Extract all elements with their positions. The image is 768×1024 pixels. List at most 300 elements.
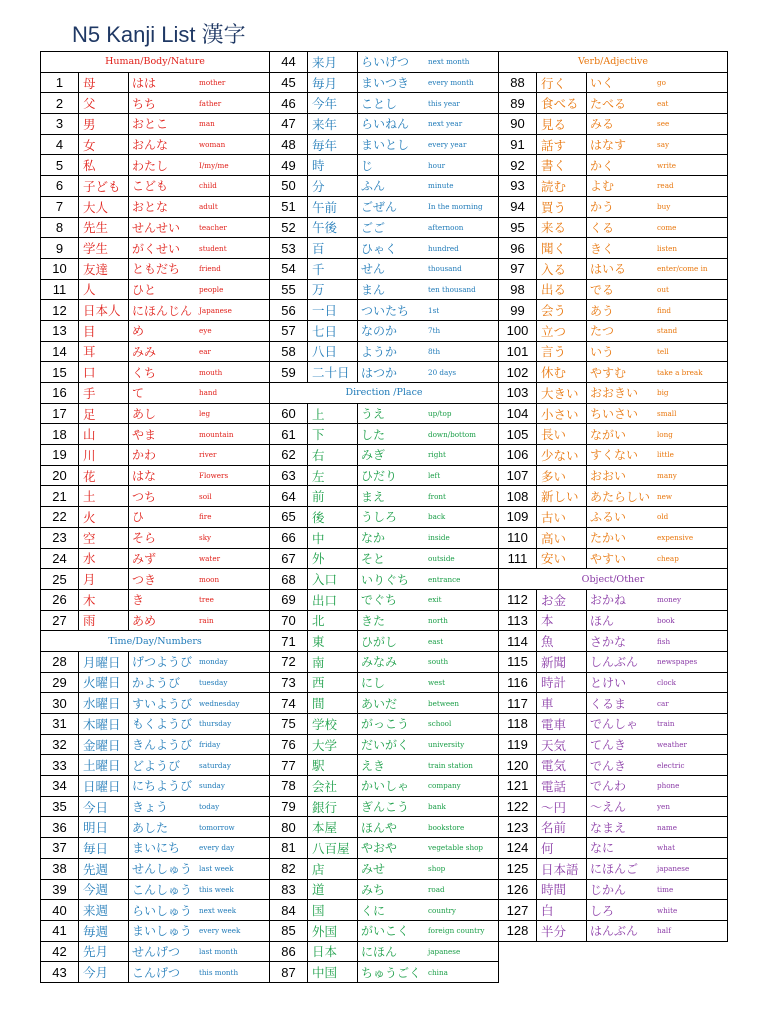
kanji-cell: 新しい (537, 486, 587, 506)
kanji-cell: 大学 (308, 735, 358, 755)
kanji-row (270, 424, 498, 445)
reading-cell: おかね (590, 593, 627, 608)
reading-cell: かいしゃ (361, 779, 410, 794)
entry-number: 89 (499, 93, 537, 113)
meaning-cell: time (657, 884, 674, 894)
reading-cell: おんな (132, 138, 169, 153)
kanji-cell: 友達 (79, 259, 129, 279)
meaning-cell: next week (199, 905, 237, 915)
meaning-cell: outside (428, 553, 455, 563)
kanji-cell: 大人 (79, 197, 129, 217)
kanji-row (270, 569, 498, 590)
kanji-row (499, 714, 727, 735)
kanji-row (41, 590, 269, 611)
kanji-row (270, 631, 498, 652)
entry-number: 11 (41, 280, 79, 300)
reading-cell: あした (132, 820, 169, 835)
entry-number: 76 (270, 735, 308, 755)
category-header (270, 383, 498, 404)
meaning-cell: up/top (428, 409, 452, 419)
kanji-cell: 木 (79, 590, 129, 610)
meaning-cell: weather (657, 740, 687, 750)
entry-number: 14 (41, 342, 79, 362)
entry-number: 55 (270, 280, 308, 300)
kanji-row (270, 817, 498, 838)
kanji-row (499, 797, 727, 818)
kanji-row (499, 838, 727, 859)
kanji-row (41, 114, 269, 135)
entry-number: 3 (41, 114, 79, 134)
kanji-cell: 買う (537, 197, 587, 217)
reading-cell: かう (590, 200, 615, 215)
entry-number: 56 (270, 300, 308, 320)
reading-cell: さかな (590, 634, 627, 649)
entry-number: 127 (499, 900, 537, 920)
kanji-cell: 食べる (537, 93, 587, 113)
reading-cell: らいねん (361, 117, 410, 132)
kanji-cell: 多い (537, 466, 587, 486)
kanji-row (41, 549, 269, 570)
entry-number: 74 (270, 693, 308, 713)
kanji-row (41, 838, 269, 859)
kanji-cell: 銀行 (308, 797, 358, 817)
kanji-row (41, 735, 269, 756)
entry-number: 24 (41, 549, 79, 569)
kanji-cell: 見る (537, 114, 587, 134)
reading-cell: ながい (590, 427, 627, 442)
meaning-cell: every year (428, 140, 467, 150)
kanji-cell: 日本語 (537, 859, 587, 879)
kanji-row (499, 135, 727, 156)
reading-cell: まいしゅう (132, 924, 193, 939)
kanji-row (41, 466, 269, 487)
kanji-row (41, 693, 269, 714)
entry-number: 118 (499, 714, 537, 734)
kanji-row (41, 569, 269, 590)
entry-number: 123 (499, 817, 537, 837)
entry-number: 125 (499, 859, 537, 879)
kanji-cell: 手 (79, 383, 129, 403)
meaning-cell: see (657, 119, 670, 129)
reading-cell: あし (132, 407, 157, 422)
reading-cell: うえ (361, 407, 386, 422)
kanji-row (270, 673, 498, 694)
kanji-cell: 本 (537, 611, 587, 631)
kanji-cell: 毎日 (79, 838, 129, 858)
reading-cell: でぐち (361, 593, 398, 608)
meaning-cell: soil (199, 491, 212, 501)
meaning-cell: sky (199, 533, 212, 543)
kanji-row (499, 176, 727, 197)
reading-cell: もくようび (132, 717, 193, 732)
kanji-cell: 子ども (79, 176, 129, 196)
kanji-cell: 二十日 (308, 362, 358, 382)
meaning-cell: woman (199, 140, 226, 150)
reading-cell: ちいさい (590, 407, 639, 422)
entry-number: 17 (41, 404, 79, 424)
reading-cell: じ (361, 158, 374, 173)
kanji-row (270, 362, 498, 383)
meaning-cell: what (657, 843, 675, 853)
reading-cell: みせ (361, 862, 386, 877)
entry-number: 20 (41, 466, 79, 486)
kanji-row (41, 238, 269, 259)
entry-number: 62 (270, 445, 308, 465)
kanji-row (41, 424, 269, 445)
entry-number: 98 (499, 280, 537, 300)
reading-cell: ふるい (590, 510, 627, 525)
kanji-row (41, 714, 269, 735)
entry-number: 50 (270, 176, 308, 196)
kanji-cell: 月曜日 (79, 652, 129, 672)
reading-cell: だいがく (361, 738, 410, 753)
kanji-cell: 下 (308, 424, 358, 444)
category-header (499, 52, 727, 73)
reading-cell: きんようび (132, 738, 193, 753)
reading-cell: ぎんこう (361, 800, 410, 815)
reading-cell: たべる (590, 96, 627, 111)
meaning-cell: money (657, 595, 682, 605)
kanji-cell: 店 (308, 859, 358, 879)
reading-cell: こんげつ (132, 965, 181, 980)
entry-number: 27 (41, 611, 79, 631)
entry-number: 95 (499, 218, 537, 238)
meaning-cell: fire (199, 512, 212, 522)
kanji-cell: 時計 (537, 673, 587, 693)
kanji-row (270, 259, 498, 280)
entry-number: 65 (270, 507, 308, 527)
kanji-row (270, 921, 498, 942)
meaning-cell: long (657, 429, 673, 439)
kanji-cell: 小さい (537, 404, 587, 424)
kanji-row (41, 900, 269, 921)
entry-number: 91 (499, 135, 537, 155)
reading-cell: なに (590, 841, 615, 856)
meaning-cell: sunday (199, 781, 225, 791)
meaning-cell: yen (657, 802, 670, 812)
kanji-cell: 日本人 (79, 300, 129, 320)
kanji-row (499, 466, 727, 487)
meaning-cell: river (199, 450, 217, 460)
reading-cell: じかん (590, 882, 627, 897)
meaning-cell: fish (657, 636, 671, 646)
entry-number: 68 (270, 569, 308, 589)
entry-number: 78 (270, 776, 308, 796)
kanji-row (270, 466, 498, 487)
meaning-cell: south (428, 657, 449, 667)
kanji-row (270, 342, 498, 363)
entry-number: 82 (270, 859, 308, 879)
kanji-cell: 今週 (79, 880, 129, 900)
kanji-cell: 西 (308, 673, 358, 693)
reading-cell: した (361, 427, 386, 442)
meaning-cell: car (657, 698, 669, 708)
meaning-cell: ten thousand (428, 284, 476, 294)
meaning-cell: 7th (428, 326, 441, 336)
entry-number: 48 (270, 135, 308, 155)
kanji-cell: 時間 (537, 880, 587, 900)
reading-cell: まえ (361, 489, 386, 504)
reading-cell: せん (361, 262, 386, 277)
kanji-cell: 火曜日 (79, 673, 129, 693)
reading-cell: やすむ (590, 365, 627, 380)
kanji-cell: 出口 (308, 590, 358, 610)
reading-cell: ひがし (361, 634, 398, 649)
meaning-cell: man (199, 119, 215, 129)
kanji-cell: 中国 (308, 962, 358, 982)
entry-number: 15 (41, 362, 79, 382)
meaning-cell: expensive (657, 533, 694, 543)
kanji-cell: 南 (308, 652, 358, 672)
kanji-row (499, 424, 727, 445)
meaning-cell: last week (199, 864, 234, 874)
kanji-cell: 電気 (537, 755, 587, 775)
kanji-row (499, 549, 727, 570)
entry-number: 22 (41, 507, 79, 527)
kanji-cell: 八百屋 (308, 838, 358, 858)
kanji-row (270, 73, 498, 94)
entry-number: 115 (499, 652, 537, 672)
reading-cell: そと (361, 551, 386, 566)
entry-number: 92 (499, 155, 537, 175)
kanji-cell: 魚 (537, 631, 587, 651)
entry-number: 53 (270, 238, 308, 258)
reading-cell: はな (132, 469, 157, 484)
reading-cell: にちようび (132, 779, 193, 794)
kanji-row (499, 755, 727, 776)
meaning-cell: come (657, 222, 677, 232)
kanji-row (499, 611, 727, 632)
reading-cell: うしろ (361, 510, 398, 525)
meaning-cell: find (657, 305, 672, 315)
kanji-cell: 高い (537, 528, 587, 548)
kanji-row (499, 383, 727, 404)
entry-number: 72 (270, 652, 308, 672)
kanji-cell: 七日 (308, 321, 358, 341)
entry-number: 28 (41, 652, 79, 672)
kanji-row (270, 735, 498, 756)
entry-number: 85 (270, 921, 308, 941)
entry-number: 2 (41, 93, 79, 113)
entry-number: 104 (499, 404, 537, 424)
kanji-row (499, 93, 727, 114)
entry-number: 36 (41, 817, 79, 837)
entry-number: 117 (499, 693, 537, 713)
kanji-cell: 立つ (537, 321, 587, 341)
category-header (499, 569, 727, 590)
meaning-cell: last month (199, 946, 238, 956)
meaning-cell: tomorrow (199, 822, 235, 832)
kanji-row (41, 218, 269, 239)
kanji-cell: 言う (537, 342, 587, 362)
entry-number: 83 (270, 880, 308, 900)
reading-cell: つち (132, 489, 157, 504)
kanji-row (499, 73, 727, 94)
reading-cell: はなす (590, 138, 627, 153)
reading-cell: がいこく (361, 924, 410, 939)
meaning-cell: saturday (199, 760, 231, 770)
kanji-cell: 学校 (308, 714, 358, 734)
meaning-cell: stand (657, 326, 678, 336)
kanji-row (41, 280, 269, 301)
entry-number: 16 (41, 383, 79, 403)
kanji-cell: 日本 (308, 942, 358, 962)
reading-cell: くるま (590, 696, 627, 711)
kanji-row (41, 942, 269, 963)
kanji-cell: 百 (308, 238, 358, 258)
entry-number: 93 (499, 176, 537, 196)
reading-cell: ともだち (132, 262, 181, 277)
reading-cell: ひだり (361, 469, 398, 484)
kanji-cell: 私 (79, 155, 129, 175)
kanji-cell: 毎週 (79, 921, 129, 941)
meaning-cell: 20 days (428, 367, 457, 377)
reading-cell: まん (361, 282, 386, 297)
meaning-cell: people (199, 284, 224, 294)
entry-number: 122 (499, 797, 537, 817)
kanji-cell: 先生 (79, 218, 129, 238)
entry-number: 67 (270, 549, 308, 569)
kanji-row (270, 114, 498, 135)
entry-number: 128 (499, 921, 537, 941)
kanji-cell: 上 (308, 404, 358, 424)
meaning-cell: mountain (199, 429, 234, 439)
meaning-cell: buy (657, 202, 671, 212)
kanji-row (41, 859, 269, 880)
meaning-cell: every month (428, 78, 474, 88)
reading-cell: きく (590, 241, 615, 256)
reading-cell: らいげつ (361, 55, 410, 70)
kanji-row (270, 859, 498, 880)
entry-number: 10 (41, 259, 79, 279)
entry-number: 21 (41, 486, 79, 506)
entry-number: 100 (499, 321, 537, 341)
reading-cell: こんしゅう (132, 882, 193, 897)
meaning-cell: tuesday (199, 677, 228, 687)
entry-number: 7 (41, 197, 79, 217)
kanji-row (499, 321, 727, 342)
reading-cell: あう (590, 303, 615, 318)
meaning-cell: university (428, 740, 465, 750)
meaning-cell: thousand (428, 264, 462, 274)
meaning-cell: japanese (428, 946, 461, 956)
kanji-cell: 土曜日 (79, 755, 129, 775)
meaning-cell: thursday (199, 719, 232, 729)
reading-cell: みる (590, 117, 615, 132)
kanji-cell: 耳 (79, 342, 129, 362)
reading-cell: ことし (361, 96, 398, 111)
meaning-cell: friday (199, 740, 221, 750)
meaning-cell: eye (199, 326, 212, 336)
reading-cell: ようか (361, 344, 398, 359)
meaning-cell: next month (428, 57, 470, 67)
meaning-cell: hundred (428, 243, 459, 253)
meaning-cell: I/my/me (199, 160, 229, 170)
entry-number: 49 (270, 155, 308, 175)
reading-cell: てんき (590, 738, 627, 753)
reading-cell: わたし (132, 158, 169, 173)
category-header-label: Direction /Place (345, 387, 423, 399)
meaning-cell: down/bottom (428, 429, 476, 439)
entry-number: 121 (499, 776, 537, 796)
meaning-cell: country (428, 905, 456, 915)
entry-number: 124 (499, 838, 537, 858)
entry-number: 44 (270, 52, 308, 72)
reading-cell: め (132, 324, 145, 339)
kanji-row (41, 197, 269, 218)
kanji-row (499, 218, 727, 239)
kanji-row (270, 93, 498, 114)
meaning-cell: japanese (657, 864, 690, 874)
reading-cell: がっこう (361, 717, 410, 732)
reading-cell: でんき (590, 758, 627, 773)
kanji-cell: 後 (308, 507, 358, 527)
reading-cell: せんしゅう (132, 862, 193, 877)
entry-number: 35 (41, 797, 79, 817)
reading-cell: ごぜん (361, 200, 398, 215)
kanji-cell: 電車 (537, 714, 587, 734)
kanji-cell: 花 (79, 466, 129, 486)
reading-cell: おとこ (132, 117, 169, 132)
kanji-cell: ～円 (537, 797, 587, 817)
kanji-row (499, 507, 727, 528)
entry-number: 61 (270, 424, 308, 444)
reading-cell: まいにち (132, 841, 181, 856)
meaning-cell: every week (199, 926, 241, 936)
reading-cell: こども (132, 179, 169, 194)
reading-cell: はは (132, 76, 157, 91)
kanji-row (499, 259, 727, 280)
reading-cell: やおや (361, 841, 398, 856)
reading-cell: きた (361, 613, 386, 628)
meaning-cell: right (428, 450, 446, 460)
kanji-cell: 月 (79, 569, 129, 589)
kanji-row (270, 528, 498, 549)
meaning-cell: newspapes (657, 657, 698, 667)
kanji-cell: 水 (79, 549, 129, 569)
kanji-cell: 午後 (308, 218, 358, 238)
kanji-row (270, 135, 498, 156)
reading-cell: あたらしい (590, 489, 651, 504)
kanji-row (499, 528, 727, 549)
reading-cell: はいる (590, 262, 627, 277)
reading-cell: やすい (590, 551, 627, 566)
entry-number: 77 (270, 755, 308, 775)
reading-cell: よむ (590, 179, 615, 194)
kanji-row (41, 507, 269, 528)
kanji-cell: 万 (308, 280, 358, 300)
kanji-cell: 目 (79, 321, 129, 341)
meaning-cell: vegetable shop (428, 843, 484, 853)
entry-number: 32 (41, 735, 79, 755)
kanji-cell: 書く (537, 155, 587, 175)
kanji-cell: 会社 (308, 776, 358, 796)
kanji-row (270, 549, 498, 570)
kanji-cell: 大きい (537, 383, 587, 403)
reading-cell: らいしゅう (132, 903, 193, 918)
meaning-cell: Japanese (199, 305, 232, 315)
entry-number: 120 (499, 755, 537, 775)
kanji-row (270, 486, 498, 507)
meaning-cell: mouth (199, 367, 223, 377)
kanji-row (41, 321, 269, 342)
meaning-cell: this week (199, 884, 234, 894)
kanji-row (270, 611, 498, 632)
reading-cell: そら (132, 531, 157, 546)
kanji-cell: 女 (79, 135, 129, 155)
reading-cell: なか (361, 531, 386, 546)
meaning-cell: white (657, 905, 678, 915)
